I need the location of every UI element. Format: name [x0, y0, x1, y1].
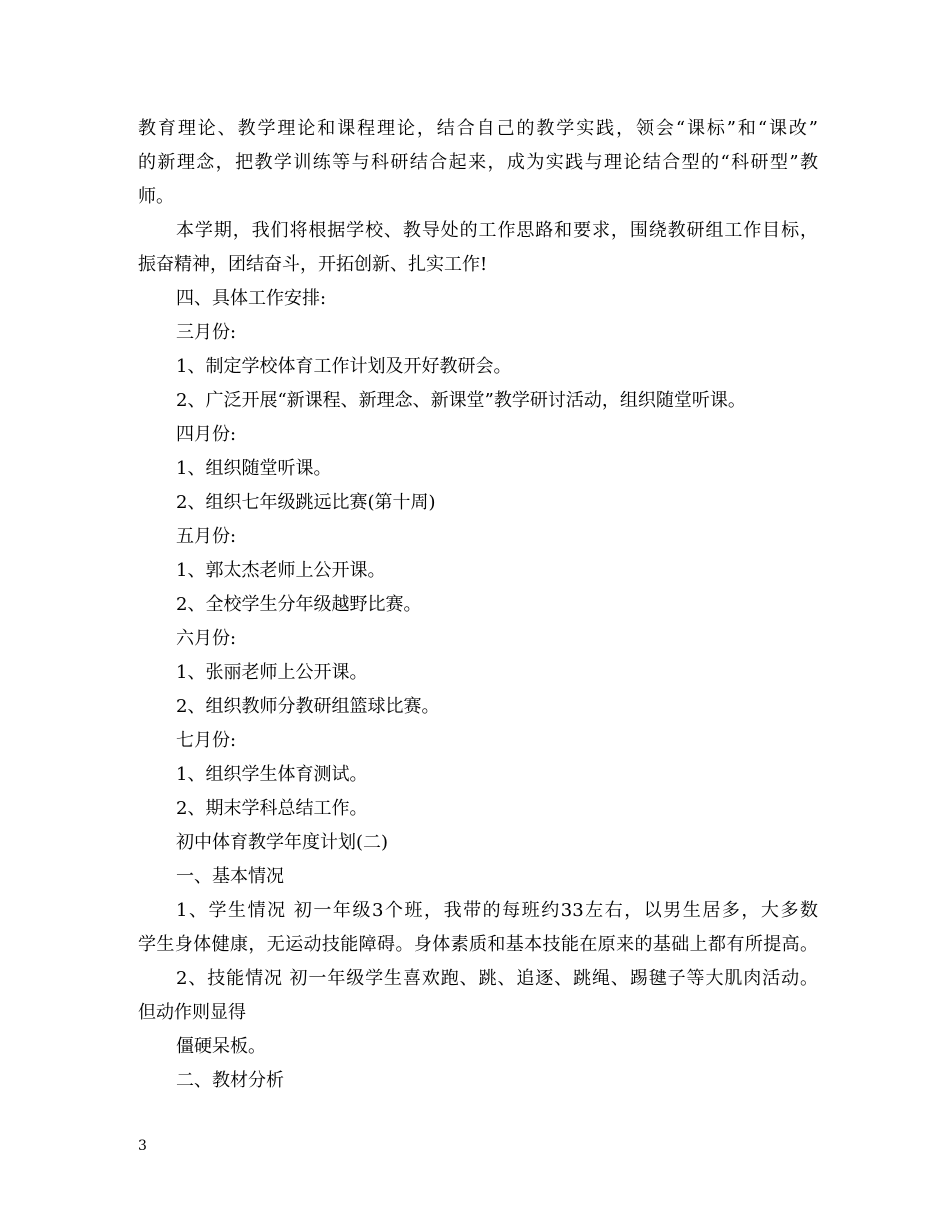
month-heading: 三月份:	[176, 322, 237, 343]
list-item: 1、郭太杰老师上公开课。	[176, 560, 386, 581]
text-line: 但动作则显得	[138, 1002, 246, 1023]
text-line: 本学期，我们将根据学校、教导处的工作思路和要求，围绕教研组工作目标，	[176, 220, 818, 241]
list-item: 1、制定学校体育工作计划及开好教研会。	[176, 356, 512, 377]
month-heading: 五月份:	[176, 526, 237, 547]
text-line: 教育理论、教学理论和课程理论，结合自己的教学实践，领会“课标”和“课改”	[138, 118, 818, 139]
document-subtitle: 初中体育教学年度计划(二)	[176, 832, 389, 853]
month-heading: 六月份:	[176, 628, 237, 649]
text-line: 僵硬呆板。	[176, 1036, 266, 1057]
page-number: 3	[138, 1138, 147, 1154]
list-item: 2、广泛开展“新课程、新理念、新课堂”教学研讨活动，组织随堂听课。	[176, 390, 746, 411]
list-item: 2、全校学生分年级越野比赛。	[176, 594, 422, 615]
text-line: 1、学生情况 初一年级3个班，我带的每班约33左右，以男生居多，大多数	[176, 900, 818, 921]
section-heading: 一、基本情况	[176, 866, 284, 887]
text-line: 的新理念，把教学训练等与科研结合起来，成为实践与理论结合型的“科研型”教	[138, 152, 818, 173]
text-line: 振奋精神，团结奋斗，开拓创新、扎实工作!	[138, 254, 488, 275]
list-item: 2、组织七年级跳远比赛(第十周)	[176, 492, 436, 513]
list-item: 2、组织教师分教研组篮球比赛。	[176, 696, 440, 717]
section-heading: 二、教材分析	[176, 1070, 284, 1091]
body-text	[138, 112, 818, 1098]
month-heading: 四月份:	[176, 424, 237, 445]
month-heading: 七月份:	[176, 730, 237, 751]
list-item: 1、组织随堂听课。	[176, 458, 332, 479]
text-line: 师。	[138, 186, 174, 207]
section-heading: 四、具体工作安排:	[176, 288, 327, 309]
text-line: 学生身体健康，无运动技能障碍。身体素质和基本技能在原来的基础上都有所提高。	[138, 934, 818, 955]
list-item: 1、组织学生体育测试。	[176, 764, 368, 785]
list-item: 2、期末学科总结工作。	[176, 798, 368, 819]
text-line: 2、技能情况 初一年级学生喜欢跑、跳、追逐、跳绳、踢毽子等大肌肉活动。	[176, 968, 818, 989]
list-item: 1、张丽老师上公开课。	[176, 662, 368, 683]
